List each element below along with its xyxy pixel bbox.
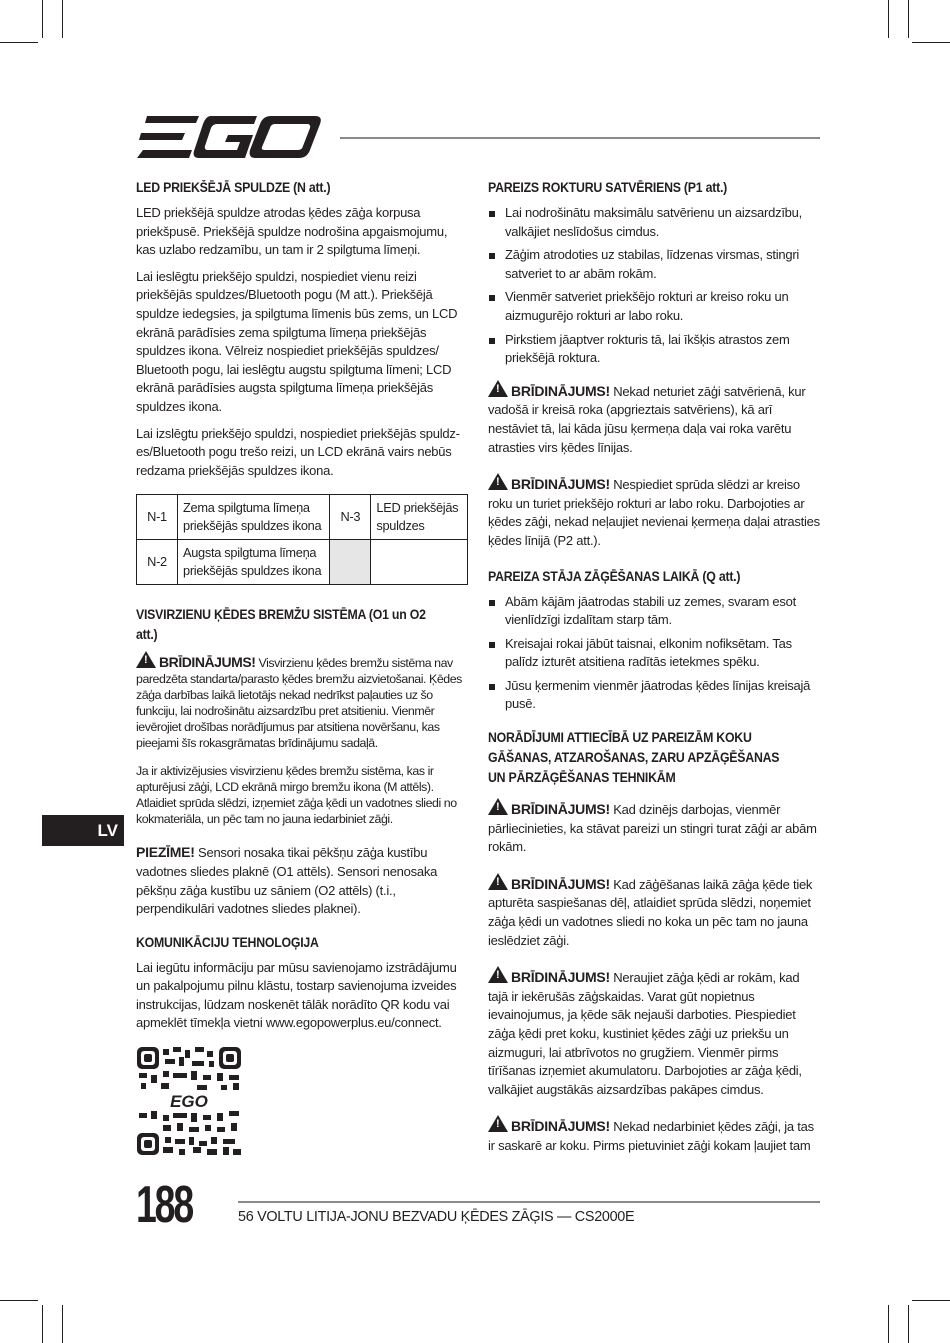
header-rule [340,137,820,139]
warning-text: Kad zāģēšanas laikā zāģa ķēde tiek apturēta saspiešanas dēļ, atlaidiet sprūda slēdzi, noņemiet zāģa ķēdi un vadotnes sliedi no koka un pēc tam no jauna ieslēdziet zāģi. [488,876,813,948]
list-item [488,288,820,325]
crop-mark [42,1305,43,1343]
qr-code-icon [137,1047,241,1155]
technique-warning-3 [488,966,820,1099]
table-cell-code: N-2 [137,540,178,585]
list-item [488,204,820,241]
warning-label: BRĪDINĀJUMS! [511,1118,610,1135]
warning-text: Nespiediet sprūda slēdzi ar kreiso roku un turiet priekšējo rokturi ar labo roku. Darbojoties ar ķēdes zāģi, nekad neļaujiet nevienai ķermeņa daļai atrasties ķēdes līnijā (P2 att.). [488,477,820,548]
table-cell-description: LED priekšējās spuldzes [371,495,468,540]
crop-mark [0,1300,38,1301]
footer-rule [238,1201,820,1203]
crop-mark [62,1305,63,1343]
warning-text: Visvirzienu ķēdes bremžu sistēma nav paredzēta standarta/parasto ķēdes bremžu aizvietošanai. Ķēdes zāģa darbības laikā lietotājs nekad nedrīkst paļauties uz šo funkciju, lai nodrošinātu aizsardzību pret atsitieniu. Vienmēr ievērojiet drošības norādījumus par atsitiena novēršanu, kas pieejami šīs rokasgrāmatas brīdinājumu sadaļā. [136,656,462,751]
grip-warning-2 [488,473,820,550]
warning-icon [488,873,508,890]
qr-logo-text: EGO [170,1092,208,1111]
crop-mark [908,0,909,38]
brake-section [136,651,466,827]
stance-heading: PAREIZA STĀJA ZĀĢĒŠANAS LAIKĀ (Q att.) [488,568,741,584]
grip-list [488,204,820,368]
bullet-icon [489,642,495,648]
note-label: PIEZĪME! [136,844,195,861]
led-icon-table [136,494,468,585]
led-heading: LED PRIEKŠĒJĀ SPULDZE (N att.) [136,180,331,195]
table-cell-code: N-1 [137,495,178,540]
brake-warning [136,651,466,751]
bullet-icon [489,295,495,301]
crop-mark [908,1305,909,1343]
warning-icon [488,380,508,397]
crop-mark [912,42,950,43]
list-item-text: Lai nodrošinātu maksimālu satvērienu un aizsardzību, valkājiet neslīdošus cimdus. [505,205,803,239]
table-row [137,540,468,585]
warning-text: Nekad nedarbiniet ķēdes zāģi, ja tas ir saskarē ar koku. Pirms pietuviniet zāģi kokam ļaujiet tam [488,1119,814,1153]
list-item-text: Pirkstiem jāaptver rokturis tā, lai īkšķis atrastos zem priekšējā roktura. [505,331,790,366]
crop-mark [0,42,38,43]
grip-warning-1 [488,380,820,457]
left-column [136,178,466,1041]
led-paragraph-1: LED priekšējā spuldze atrodas ķēdes zāģa korpusa priekšpusē. Priekšējā spuldze nodrošina apgaismojumu, kas uzlabo redzamību, un tam ir 2 spilgtuma līmeņi. [136,205,448,258]
crop-mark [912,1300,950,1301]
technique-warning-1 [488,798,820,857]
warning-label: BRĪDINĀJUMS! [511,476,610,493]
warning-icon [488,473,508,490]
crop-mark [62,0,63,38]
list-item-text: Vienmēr satveriet priekšējo rokturi ar kreiso roku un aizmugurējo rokturi ar labo roku. [505,289,789,323]
list-item [488,677,820,714]
list-item [488,246,820,283]
page-number: 188 [136,1176,192,1234]
table-cell-empty [371,540,468,585]
warning-label: BRĪDINĀJUMS! [511,969,610,986]
warning-icon [488,798,508,815]
list-item-text: Kreisajai rokai jābūt taisnai, elkonim nofiksētam. Tas palīdz izturēt atsitiena radītās ietekmes spēku. [505,635,792,670]
crop-mark [888,1305,889,1343]
led-paragraph-3: Lai izslēgtu priekšējo spuldzi, nospiediet priekšējās spuldz-es/Bluetooth pogu trešo reizi, un LCD ekrānā vairs nebūs redzama priekšējās spuldzes ikona. [136,425,460,478]
table-cell-code: N-3 [330,495,371,540]
bullet-icon [489,684,495,690]
language-tab [42,815,124,846]
table-cell-description: Augsta spilgtuma līmeņa priekšējās spuldzes ikona [178,540,330,585]
warning-text: Nekad neturiet zāģi satvērienā, kur vadošā ir kreisā roka (apgrieztais satvēriens), kā arī nestāviet tā, lai kāda jūsu ķermeņa daļa vai roka varētu atrasties virs ķēdes līnijas. [488,383,806,455]
list-item-text: Jūsu ķermenim vienmēr jāatrodas ķēdes līnijas kreisajā pusē. [505,677,811,712]
note-text: Sensori nosaka tikai pēkšņu zāģa kustību vadotnes sliedes plaknē (O1 attēls). Sensori nenosaka pēkšņu zāģa kustību uz sāniem (O2 attēls) (t.i., perpendikulāri vadotnes sliedes plaknei). [136,845,438,917]
bullet-icon [489,600,495,606]
bullet-icon [489,253,495,259]
comm-text: Lai iegūtu informāciju par mūsu savienojamo izstrādājumu un pakalpojumu pilnu klāstu, tostarp savienojuma izveides instrukcijas, lūdzam noskenēt tālāk norādīto QR kodu vai apmeklēt tīmekļa vietni www.egopowerplus.eu/connect. [136,959,457,1031]
warning-icon [488,966,508,983]
list-item-text: Abām kājām jāatrodas stabili uz zemes, svaram esot vienlīdzīgi izdalītam starp tām. [505,593,796,628]
warning-label: BRĪDINĀJUMS! [511,801,610,818]
warning-icon [136,651,156,668]
list-item [488,635,820,672]
right-column [488,178,820,1164]
crop-mark [42,0,43,38]
table-cell-empty [330,540,371,585]
warning-label: BRĪDINĀJUMS! [511,875,610,892]
warning-label: BRĪDINĀJUMS! [511,382,610,399]
led-paragraph-2: Lai ieslēgtu priekšējo spuldzi, nospiediet vienu reizi priekšējās spuldzes/Bluetooth pogu (M att.). Priekšējā spuldze iedegsies, ja spilgtuma līmenis būs zems, un LCD ekrānā parādīsies zema spilgtuma līmeņa priekšējās spuldzes ikona. Vēlreiz nospiediet priekšējās spuldzes/ Bluetooth pogu, lai ieslēgtu augstu spilgtuma līmeni; LCD ekrānā parādīsies augsta spilgtuma līmeņa priekšējās spuldzes ikona. [136,268,458,414]
grip-heading: PAREIZS ROKTURU SATVĒRIENS (P1 att.) [488,180,728,195]
ego-logo [137,116,321,158]
technique-heading: NORĀDĪJUMI ATTIECĪBĀ UZ PAREIZĀM KOKU GĀŠANAS, ATZAROŠANAS, ZARU APZĀĢĒŠANAS UN PĀRZĀĢĒŠANAS TEHNIKĀM [488,730,780,786]
technique-warning-4 [488,1115,820,1155]
brake-heading: VISVIRZIENU ĶĒDES BREMŽU SISTĒMA (O1 un O2 att.) [136,607,426,643]
list-item-text: Zāģim atrodoties uz stabilas, līdzenas virsmas, stingri satveriet to ar abām rokām. [505,247,800,281]
note-paragraph [136,843,466,918]
list-item [488,593,820,630]
technique-warning-2 [488,873,820,950]
warning-label: BRĪDINĀJUMS! [159,654,256,671]
table-row [137,495,468,540]
warning-icon [488,1115,508,1132]
bullet-icon [489,211,495,217]
brake-paragraph-2: Ja ir aktivizējusies visvirzienu ķēdes bremžu sistēma, kas ir apturējusi zāģi, LCD ekrānā mirgo bremžu ikona (M attēls). Atlaidiet sprūda slēdzi, izņemiet zāģa ķēdi un vadotnes sliedi no kokmateriāla, un pēc tam no jauna iedarbiniet zāģi. [136,764,457,827]
warning-text: Neraujiet zāģa ķēdi ar rokām, kad tajā ir iekērušās zāģskaidas. Varat gūt nopietnus ievainojumus, ja ķēde sāk nejauši darboties. Piespiediet zāģa ķēdi pret koku, kustiniet ķēdes zāģi uz priekšu un aizmuguri, lai atbrīvotos no grugžiem. Vienmēr pirms tīrīšanas izņemiet akumulatoru. Darbojoties ar zāģa ķēdi, valkājiet augstākās aizsardzības pakāpes cimdus. [488,970,802,1097]
comm-heading: KOMUNIKĀCIJU TEHNOLOĢIJA [136,934,319,950]
bullet-icon [489,338,495,344]
warning-text: Kad dzinējs darbojas, vienmēr pārliecinieties, ka stāvat pareizi un stingri turat zāģi ar abām rokām. [488,802,817,855]
table-cell-description: Zema spilgtuma līmeņa priekšējās spuldzes ikona [178,495,330,540]
list-item [488,331,820,368]
stance-list [488,593,820,715]
language-tab-label: LV [97,821,118,840]
footer-title: 56 VOLTU LITIJA-JONU BEZVADU ĶĒDES ZĀĢIS — CS2000E [238,1209,635,1225]
crop-mark [888,0,889,38]
